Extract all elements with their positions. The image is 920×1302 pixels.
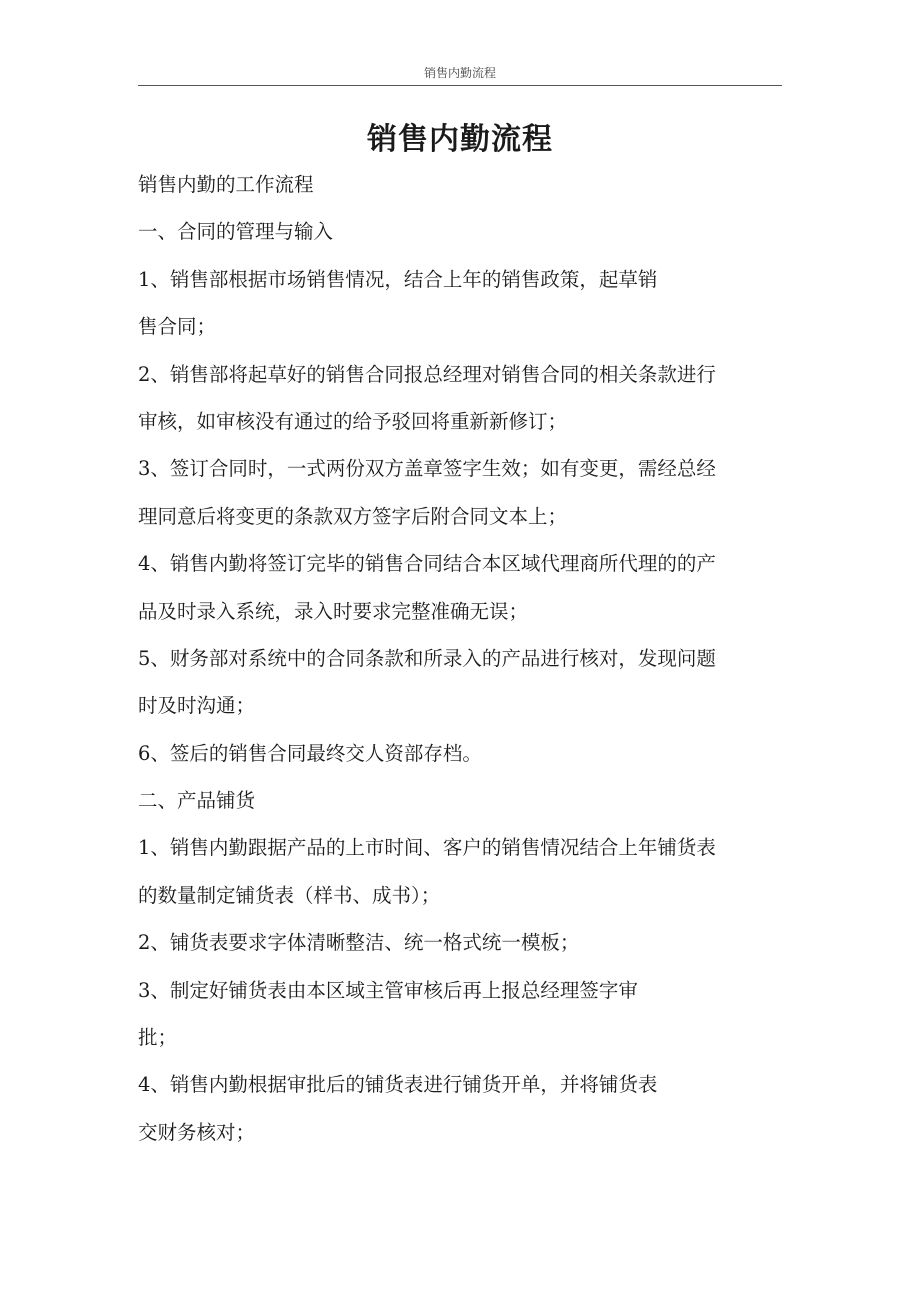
- body-line: 5、财务部对系统中的合同条款和所录入的产品进行核对，发现问题: [138, 646, 716, 670]
- body-line: 4、销售内勤将签订完毕的销售合同结合本区域代理商所代理的的产: [138, 552, 716, 576]
- body-line: 1、销售部根据市场销售情况，结合上年的销售政策，起草销: [138, 267, 658, 291]
- body-line: 1、销售内勤跟据产品的上市时间、客户的销售情况结合上年铺货表: [138, 836, 716, 860]
- section-heading: 一、合同的管理与输入: [138, 220, 334, 244]
- body-line: 批；: [138, 1026, 178, 1050]
- running-header: 销售内勤流程: [423, 66, 496, 80]
- body-line: 审核，如审核没有通过的给予驳回将重新新修订；: [138, 409, 568, 433]
- body-line: 3、签订合同时，一式两份双方盖章签字生效；如有变更，需经总经: [138, 457, 716, 481]
- document-body: [138, 167, 786, 1162]
- body-line: 时及时沟通；: [138, 694, 256, 718]
- body-line: 的数量制定铺货表（样书、成书）；: [138, 883, 441, 907]
- body-line: 销售内勤的工作流程: [138, 173, 314, 196]
- body-line: 售合同；: [138, 315, 217, 339]
- document-title: 销售内勤流程: [367, 122, 553, 157]
- body-line: 2、铺货表要求字体清晰整洁、统一格式统一模板；: [138, 931, 580, 955]
- body-line: 交财务核对；: [138, 1120, 256, 1144]
- header-divider: [138, 85, 782, 86]
- body-line: 2、销售部将起草好的销售合同报总经理对销售合同的相关条款进行: [138, 362, 716, 386]
- body-line: 3、制定好铺货表由本区域主管审核后再上报总经理签字审: [138, 978, 638, 1002]
- body-line: 4、销售内勤根据审批后的铺货表进行铺货开单，并将铺货表: [138, 1073, 658, 1097]
- body-line: 6、签后的销售合同最终交人资部存档。: [138, 741, 482, 765]
- body-line: 理同意后将变更的条款双方签字后附合同文本上；: [138, 504, 568, 528]
- body-line: 品及时录入系统，录入时要求完整准确无误；: [138, 599, 529, 623]
- section-heading: 二、产品铺货: [138, 789, 256, 813]
